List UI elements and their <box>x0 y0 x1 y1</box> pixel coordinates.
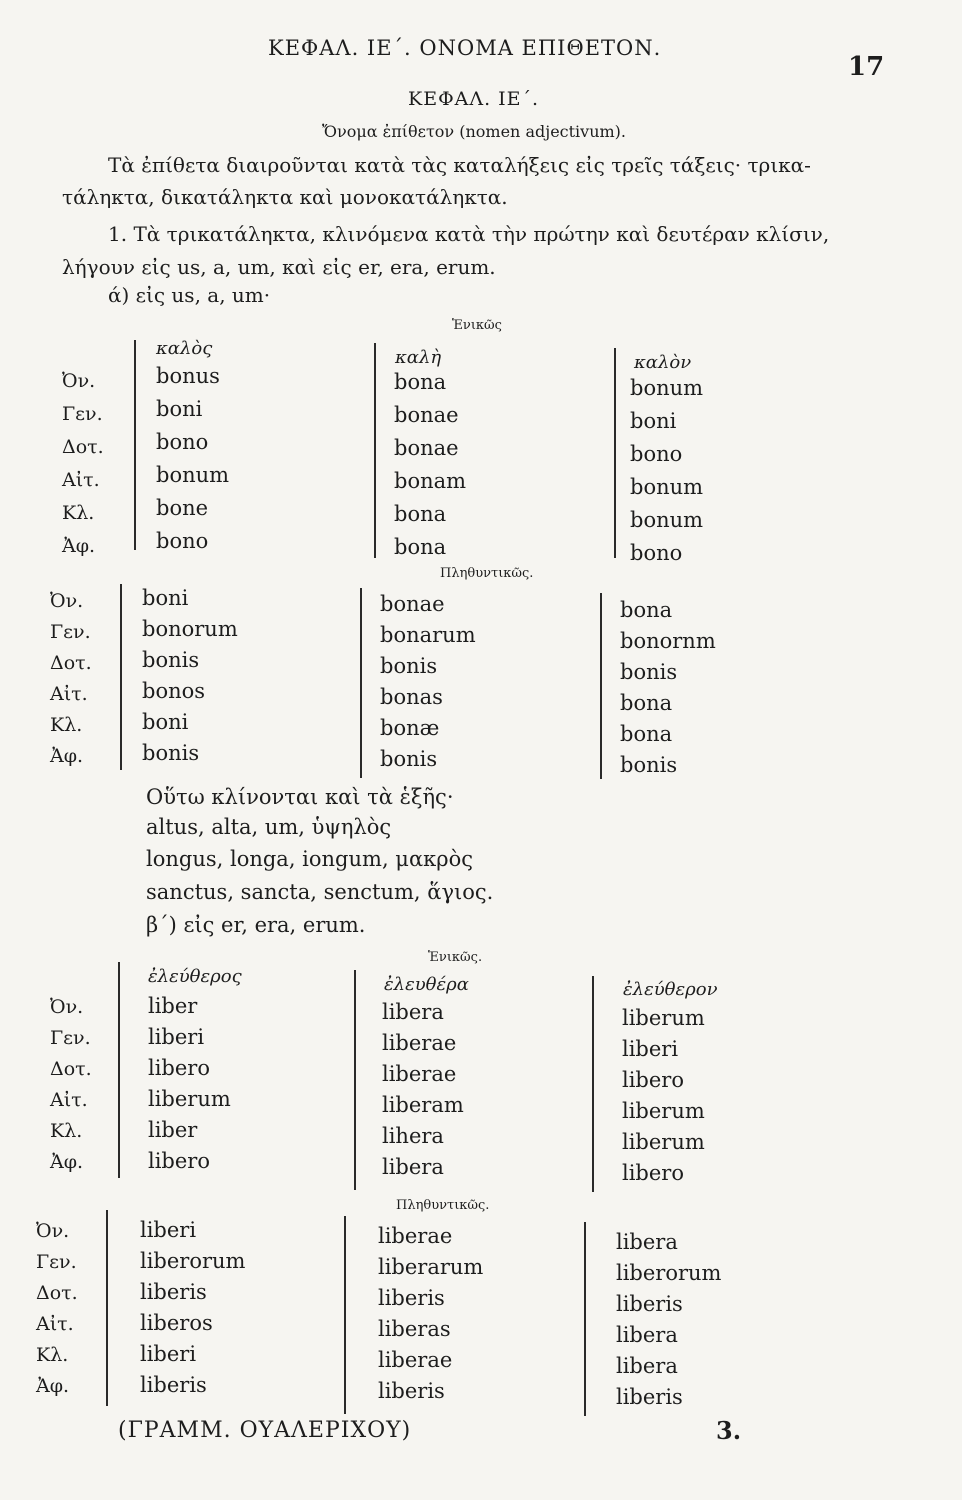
example-altus: altus, alta, um, ὑψηλὸς <box>146 815 392 839</box>
table1-head-neut: καλὸν <box>634 352 692 373</box>
table2-sing-cell: libero <box>622 1161 684 1185</box>
page-number: 17 <box>848 52 885 82</box>
table2-plur-cell: libera <box>616 1354 678 1378</box>
table2-sing-cell: liberi <box>622 1037 679 1061</box>
table2-sing-case-label: Κλ. <box>50 1120 83 1142</box>
table1-plur-case-label: Ἀφ. <box>50 745 84 767</box>
table2-plur-case-label: Ἀφ. <box>36 1375 70 1397</box>
table2-sing-cell: liberae <box>382 1031 457 1055</box>
table2-plur-case-label: Ὀν. <box>36 1220 70 1242</box>
table1-sing-cell: bonam <box>394 469 467 493</box>
table1-plur-cell: bona <box>620 691 673 715</box>
table2-sing-cell: libera <box>382 1155 444 1179</box>
section-subtitle: Ὄνομα ἐπίθετον (nomen adjectivum). <box>322 122 627 141</box>
footer-signature: (ΓΡΑΜΜ. ΟΥΑΛΕΡΙΧΟΥ) <box>118 1418 412 1443</box>
table2-plur-cell: liberis <box>378 1379 445 1403</box>
table1-plur-cell: bona <box>620 722 673 746</box>
table2-plur-cell: liberarum <box>378 1255 484 1279</box>
table2-sing-case-label: Ἀφ. <box>50 1151 84 1173</box>
table1-plur-rule-3 <box>600 593 602 779</box>
table2-head-fem: ἐλευθέρα <box>384 974 469 995</box>
table1-head-masc: καλὸς <box>156 338 213 359</box>
intro-line-3: 1. Τὰ τρικατάληκτα, κλινόμενα κατὰ τὴν πρώτην καὶ δευτέραν κλίσιν, <box>108 222 830 246</box>
table2-plur-cell: libera <box>616 1230 678 1254</box>
table1-plur-cell: bonis <box>142 648 200 672</box>
table2-plur-cell: liberae <box>378 1224 453 1248</box>
intro-line-1: Τὰ ἐπίθετα διαιροῦνται κατὰ τὰς καταλήξεις εἰς τρεῖς τάξεις· τρικα- <box>108 153 811 177</box>
table2-sing-cell: liberae <box>382 1062 457 1086</box>
table2-plur-cell: liberas <box>378 1317 451 1341</box>
table2-plur-cell: liberi <box>140 1342 197 1366</box>
table1-plur-rule-2 <box>360 588 362 778</box>
table1-plural-label: Πληθυντικῶς. <box>440 566 534 581</box>
table2-sing-cell: liberum <box>622 1006 705 1030</box>
examples-intro: Οὕτω κλίνονται καὶ τὰ ἑξῆς· <box>146 785 454 809</box>
table1-sing-cell: boni <box>630 409 677 433</box>
table1-sing-case-label: Ὀν. <box>62 370 96 392</box>
table1-sing-case-label: Γεν. <box>62 403 103 425</box>
table1-plur-cell: bonis <box>620 753 678 777</box>
table2-plur-cell: liberis <box>140 1373 207 1397</box>
table1-plur-cell: boni <box>142 710 189 734</box>
table2-plur-case-label: Αἰτ. <box>36 1313 74 1335</box>
table1-plur-cell: bonis <box>142 741 200 765</box>
table1-sing-cell: bonae <box>394 403 459 427</box>
chapter-heading: ΚΕΦΑΛ. ΙΕ΄. <box>408 88 540 110</box>
table2-plur-cell: liberis <box>140 1280 207 1304</box>
table1-plur-cell: bonorum <box>142 617 238 641</box>
table2-sing-cell: libero <box>148 1056 210 1080</box>
table2-plur-rule-2 <box>344 1216 346 1414</box>
table1-singular-label: Ἑνικῶς <box>452 318 502 333</box>
example-longus: longus, longa, iongum, μακρὸς <box>146 847 473 871</box>
table1-plur-case-label: Ὀν. <box>50 590 84 612</box>
intro-line-2: τάληκτα, δικατάληκτα καὶ μονοκατάληκτα. <box>62 185 508 209</box>
table2-sing-case-label: Δοτ. <box>50 1058 92 1080</box>
table1-sing-cell: bono <box>630 442 683 466</box>
table1-sing-cell: bonus <box>156 364 220 388</box>
table1-sing-cell: bono <box>156 529 209 553</box>
table2-plur-case-label: Δοτ. <box>36 1282 78 1304</box>
table1-sing-cell: bonum <box>630 376 704 400</box>
table1-plur-cell: bonos <box>142 679 206 703</box>
example-sanctus: sanctus, sancta, senctum, ἅγιος. <box>146 880 494 904</box>
table1-sing-cell: bona <box>394 370 447 394</box>
table2-sing-cell: liberum <box>148 1087 231 1111</box>
table2-head-neut: ἐλεύθερον <box>623 979 718 1000</box>
table1-sing-cell: bona <box>394 502 447 526</box>
table1-sing-rule-2 <box>374 343 376 558</box>
table2-sing-cell: libero <box>622 1068 684 1092</box>
table2-plur-rule-1 <box>106 1210 108 1406</box>
table1-plur-cell: bonarum <box>380 623 476 647</box>
table1-plur-cell: bonas <box>380 685 443 709</box>
table2-plur-rule-3 <box>584 1222 586 1416</box>
table2-sing-cell: liber <box>148 1118 198 1142</box>
table2-sing-cell: liber <box>148 994 198 1018</box>
table2-head-masc: ἐλεύθερος <box>148 966 242 987</box>
table1-sing-rule-1 <box>134 340 136 550</box>
table2-plur-cell: liberis <box>616 1292 683 1316</box>
table1-plur-rule-1 <box>120 584 122 770</box>
table1-sing-cell: boni <box>156 397 203 421</box>
table1-sing-cell: bone <box>156 496 209 520</box>
intro-line-5: ά) εἰς us, a, um· <box>108 283 271 307</box>
table2-plur-cell: liberos <box>140 1311 213 1335</box>
table2-sing-cell: liberam <box>382 1093 464 1117</box>
table1-plur-cell: bonornm <box>620 629 716 653</box>
table1-sing-case-label: Αἰτ. <box>62 469 100 491</box>
table1-plur-cell: bonis <box>380 654 438 678</box>
subsection-er-era-erum: β΄) εἰς er, era, erum. <box>146 913 366 937</box>
intro-line-4: λήγουν εἰς us, a, um, καὶ εἰς er, era, erum. <box>62 255 496 279</box>
table1-sing-cell: bonum <box>630 475 704 499</box>
table1-plur-cell: boni <box>142 586 189 610</box>
table1-plur-cell: bonis <box>380 747 438 771</box>
table1-plur-case-label: Κλ. <box>50 714 83 736</box>
table2-singular-label: Ἑνικῶς. <box>428 950 483 965</box>
table2-sing-cell: liberum <box>622 1130 705 1154</box>
table2-plur-case-label: Κλ. <box>36 1344 69 1366</box>
table1-sing-case-label: Κλ. <box>62 502 95 524</box>
table2-plur-cell: liberorum <box>616 1261 722 1285</box>
table2-plur-case-label: Γεν. <box>36 1251 77 1273</box>
table2-plur-cell: liberis <box>616 1385 683 1409</box>
running-title: ΚΕΦΑΛ. ΙΕ΄. ΟΝΟΜΑ ΕΠΙΘΕΤΟΝ. <box>268 36 662 60</box>
table2-sing-cell: libero <box>148 1149 210 1173</box>
table2-plural-label: Πληθυντικῶς. <box>396 1198 490 1213</box>
table1-sing-case-label: Ἀφ. <box>62 535 96 557</box>
table1-sing-rule-3 <box>614 348 616 558</box>
table2-plur-cell: liberis <box>378 1286 445 1310</box>
table1-sing-cell: bonae <box>394 436 459 460</box>
table1-plur-case-label: Δοτ. <box>50 652 92 674</box>
table2-sing-cell: lihera <box>382 1124 444 1148</box>
table2-sing-rule-2 <box>354 970 356 1190</box>
table1-plur-cell: bonae <box>380 592 445 616</box>
table1-plur-cell: bonis <box>620 660 678 684</box>
signature-mark: 3. <box>716 1416 742 1445</box>
table1-sing-cell: bonum <box>156 463 230 487</box>
table1-sing-cell: bona <box>394 535 447 559</box>
table1-sing-cell: bono <box>156 430 209 454</box>
table2-sing-cell: libera <box>382 1000 444 1024</box>
table2-sing-cell: liberum <box>622 1099 705 1123</box>
table1-plur-case-label: Αἰτ. <box>50 683 88 705</box>
table1-sing-cell: bono <box>630 541 683 565</box>
table1-sing-cell: bonum <box>630 508 704 532</box>
table2-sing-case-label: Ὀν. <box>50 996 84 1018</box>
table2-sing-case-label: Αἰτ. <box>50 1089 88 1111</box>
table2-sing-rule-1 <box>118 962 120 1178</box>
table2-sing-cell: liberi <box>148 1025 205 1049</box>
table1-head-fem: καλὴ <box>395 347 442 368</box>
table2-plur-cell: libera <box>616 1323 678 1347</box>
table2-sing-case-label: Γεν. <box>50 1027 91 1049</box>
table2-plur-cell: liberae <box>378 1348 453 1372</box>
table2-sing-rule-3 <box>592 976 594 1192</box>
table1-plur-cell: bona <box>620 598 673 622</box>
table1-plur-cell: bonæ <box>380 716 440 740</box>
table1-plur-case-label: Γεν. <box>50 621 91 643</box>
table2-plur-cell: liberi <box>140 1218 197 1242</box>
table1-sing-case-label: Δοτ. <box>62 436 104 458</box>
table2-plur-cell: liberorum <box>140 1249 246 1273</box>
